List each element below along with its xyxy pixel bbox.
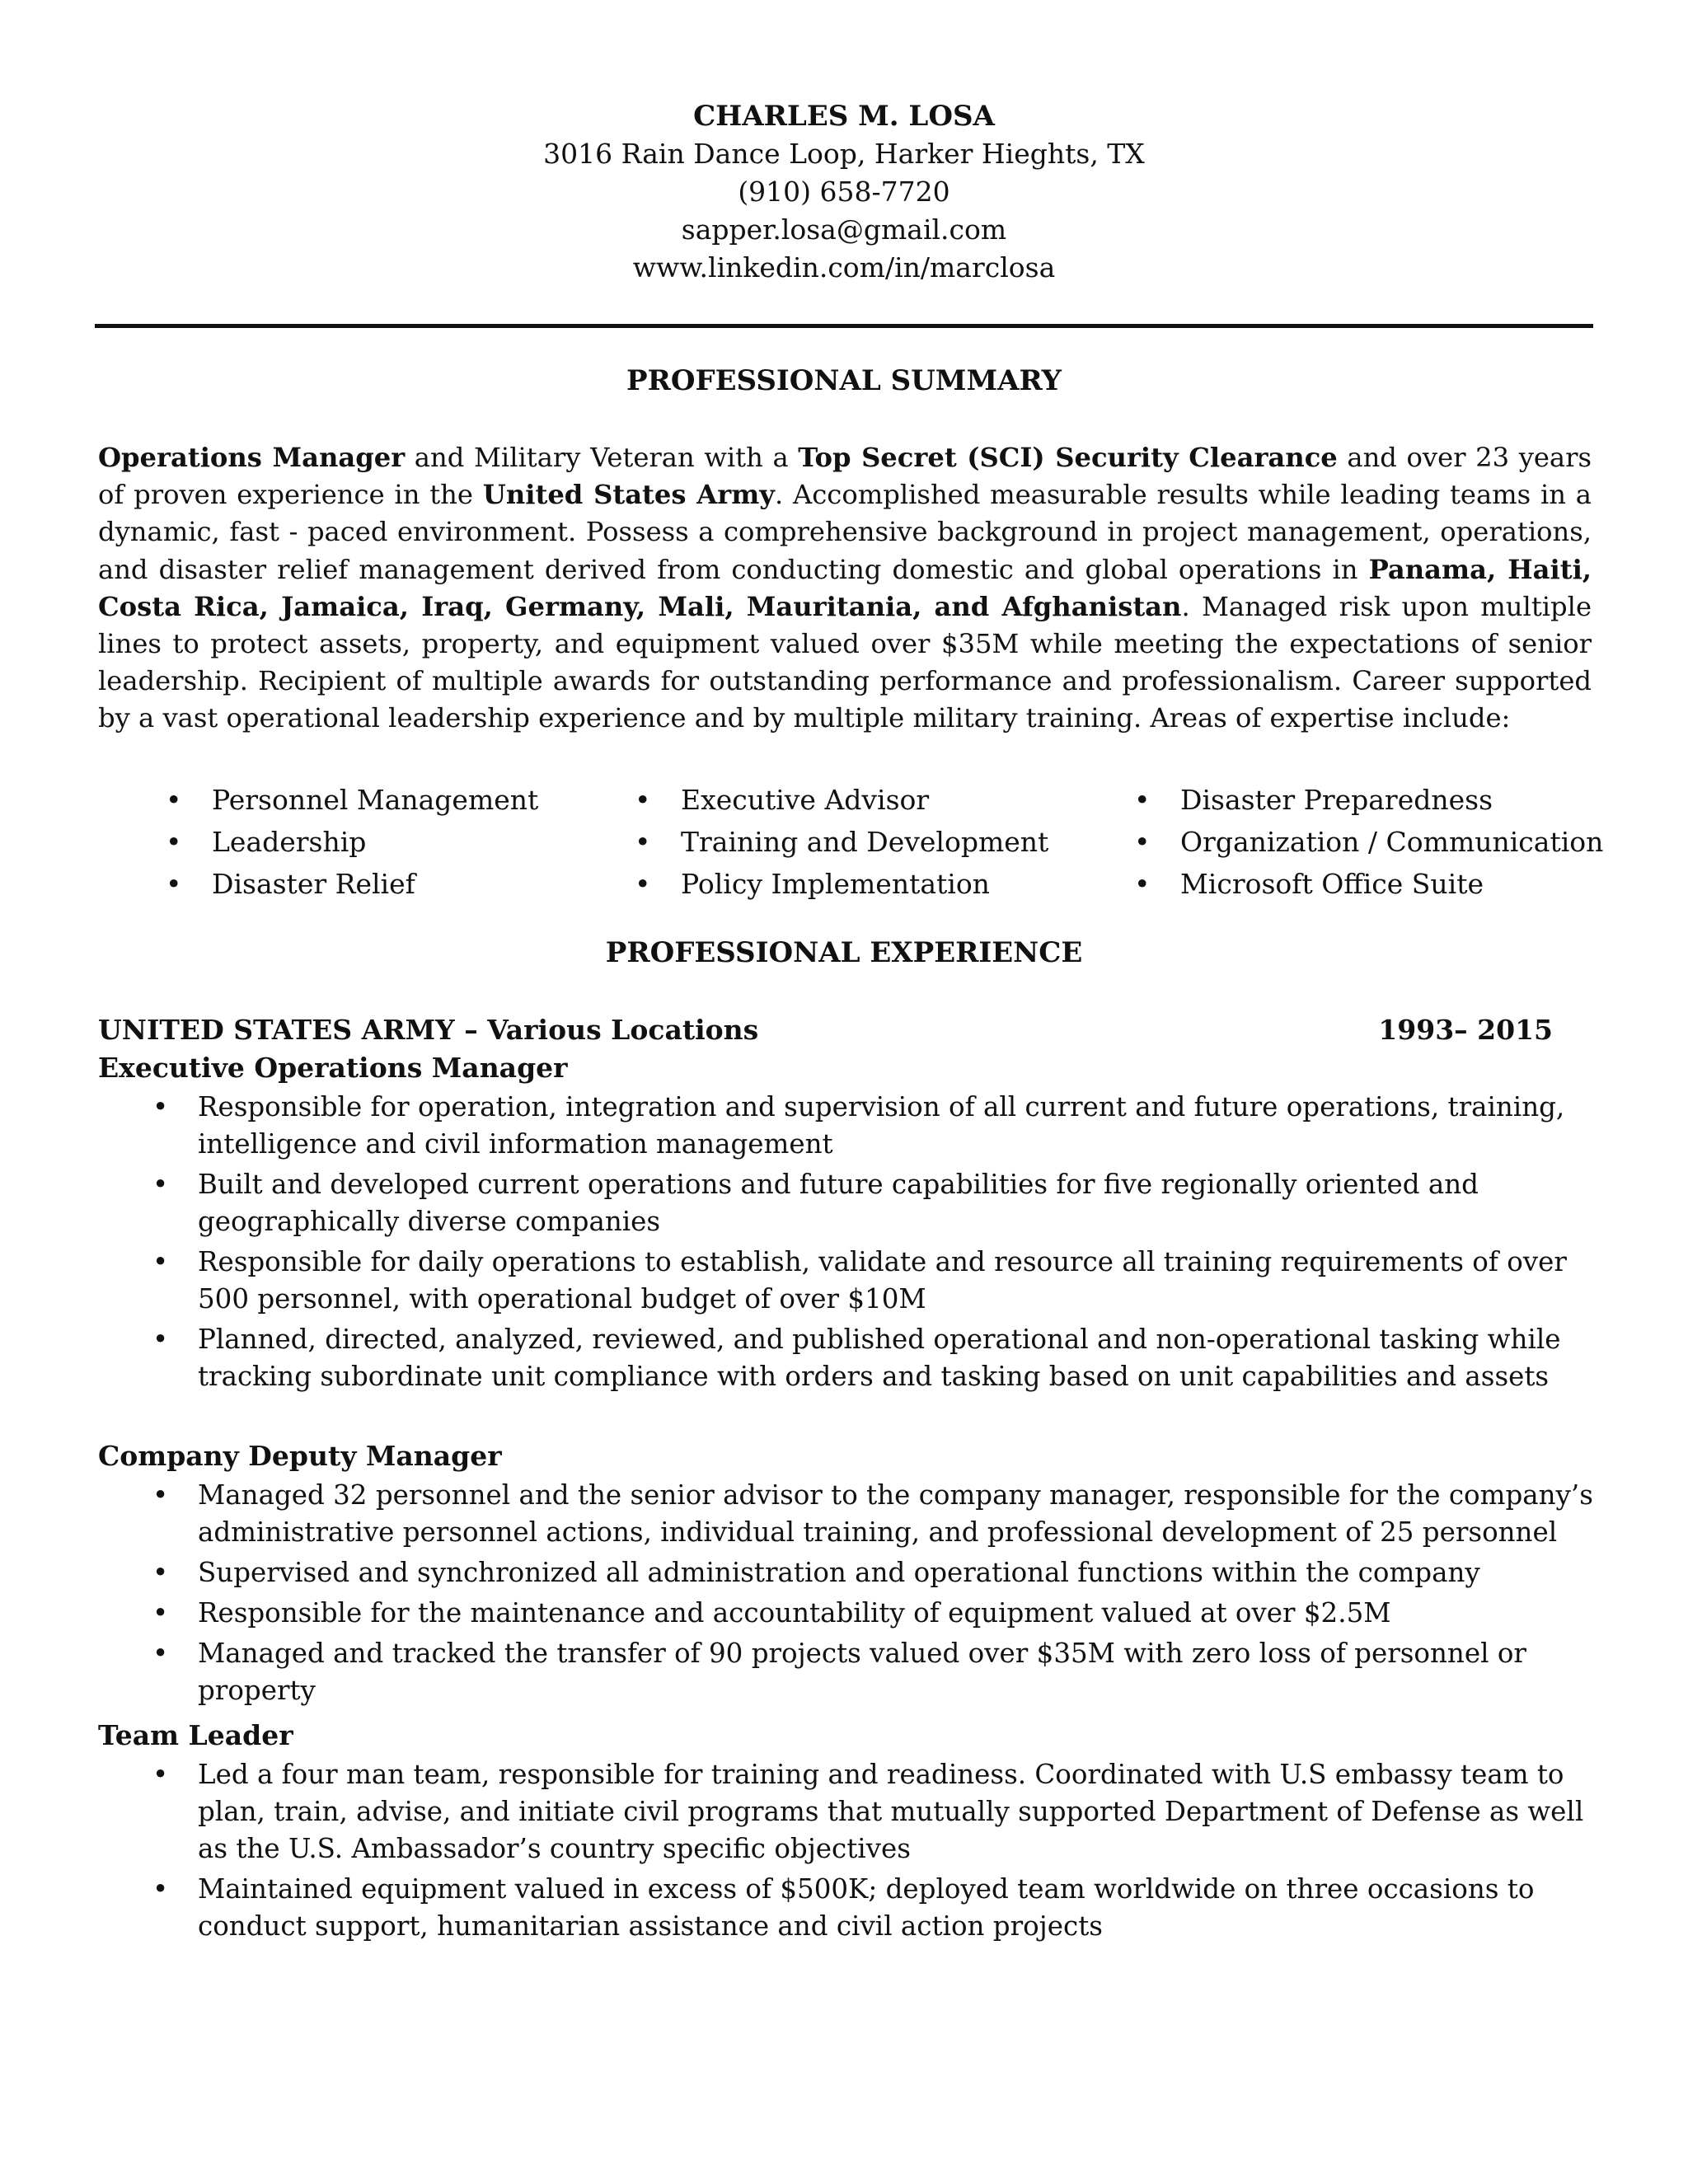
bullet-text: Planned, directed, analyzed, reviewed, and published operational and non-operational tasking while tracking subordinate unit compliance with orders and tasking based on unit capabilities and assets (198, 1324, 1561, 1392)
list-item (152, 1554, 1599, 1591)
skills-column (1134, 779, 1604, 905)
role-title: Company Deputy Manager (98, 1440, 502, 1472)
bullet-text: Maintained equipment valued in excess of $500K; deployed team worldwide on three occasions to conduct support, humanitarian assistance and civil action projects (198, 1873, 1535, 1942)
summary-segment: and Military Veteran with a (405, 442, 799, 473)
bullet-text: Built and developed current operations and future capabilities for five regionally oriented and geographically diverse companies (198, 1169, 1479, 1237)
skill-item (1134, 779, 1603, 821)
list-item (152, 1244, 1599, 1318)
skill-item (1134, 821, 1604, 863)
bullet-text: Managed 32 personnel and the senior advisor to the company manager, responsible for the company’s administrative personnel actions, individual training, and professional development of 25 personnel (198, 1479, 1593, 1548)
skills-column (635, 779, 1049, 905)
skill-item (1134, 863, 1603, 905)
bullet-icon: • (166, 868, 182, 900)
phone: (910) 658-7720 (738, 176, 950, 208)
list-item (152, 1756, 1599, 1868)
bullet-icon: • (1134, 868, 1151, 900)
employer-name: UNITED STATES ARMY – Various Locations (98, 1014, 759, 1046)
skill-label: Personnel Management (212, 784, 539, 816)
contact-header (0, 97, 1688, 287)
header-divider (95, 324, 1593, 328)
bullet-icon: • (166, 826, 182, 858)
list-item (152, 1595, 1599, 1632)
bullet-text: Responsible for daily operations to establish, validate and resource all training requirements of over 500 personnel, with operational budget of over $10M (198, 1246, 1567, 1315)
skill-label: Leadership (212, 826, 367, 858)
skill-label: Organization / Communication (1180, 826, 1604, 858)
bullet-text: Managed and tracked the transfer of 90 projects valued over $35M with zero loss of personnel or property (198, 1638, 1526, 1706)
employer-line (98, 1011, 1553, 1049)
summary-segment: Operations Manager (98, 442, 406, 473)
role-bullet-list (152, 1089, 1599, 1399)
summary-segment: United States Army (482, 479, 775, 511)
bullet-icon: • (152, 1169, 169, 1200)
skill-label: Microsoft Office Suite (1180, 868, 1484, 900)
bullet-icon: • (152, 1246, 169, 1277)
skill-label: Executive Advisor (681, 784, 930, 816)
list-item (152, 1635, 1599, 1709)
skill-label: Disaster Preparedness (1180, 784, 1493, 816)
list-item (152, 1477, 1599, 1551)
role-title: Team Leader (98, 1719, 293, 1751)
summary-segment: . Accomplished measurable results while leading teams in a dynamic, fast - paced environment. Possess a comprehensive background in project management, operations, and disaster relief management derived from conducting domestic and global operations in (98, 479, 1592, 585)
summary-heading: PROFESSIONAL SUMMARY (626, 364, 1062, 397)
bullet-text: Led a four man team, responsible for training and readiness. Coordinated with U.S embassy team to plan, train, advise, and initiate civil programs that mutually supported Department of Defense as well as the U.S. Ambassador’s country specific objectives (198, 1759, 1584, 1864)
skill-item (635, 863, 1048, 905)
email: sapper.losa@gmail.com (681, 213, 1007, 246)
skill-label: Disaster Relief (212, 868, 415, 900)
skill-item (166, 863, 538, 905)
bullet-icon: • (152, 1091, 169, 1122)
summary-segment: Panama, Haiti, Costa Rica, Jamaica, Iraq, Germany, Mali, Mauritania, and Afghanistan (98, 553, 1592, 622)
bullet-icon: • (152, 1557, 169, 1588)
list-item (152, 1166, 1599, 1240)
employment-dates: 1993– 2015 (1378, 1014, 1553, 1046)
role-bullet-list (152, 1756, 1599, 1948)
summary-segment: Top Secret (SCI) Security Clearance (798, 442, 1338, 473)
bullet-icon: • (152, 1324, 169, 1355)
bullet-icon: • (152, 1597, 169, 1629)
address: 3016 Rain Dance Loop, Harker Hieghts, TX (543, 138, 1145, 170)
bullet-icon: • (1134, 826, 1151, 858)
bullet-icon: • (152, 1873, 169, 1905)
bullet-icon: • (152, 1638, 169, 1669)
skill-item (635, 779, 1048, 821)
skill-label: Policy Implementation (681, 868, 990, 900)
candidate-name: CHARLES M. LOSA (693, 100, 995, 133)
bullet-icon: • (1134, 784, 1151, 816)
summary-segment: . Managed risk upon multiple lines to protect assets, property, and equipment valued over $35M while meeting the expectations of senior leadership. Recipient of multiple awards for outstanding performance and professionalism. Career supported by a vast operational leadership experience and by multiple military training. Areas of expertise include: (98, 590, 1592, 734)
bullet-icon: • (635, 826, 651, 858)
skills-list (0, 779, 1688, 911)
skill-label: Training and Development (681, 826, 1049, 858)
summary-segment: and over 23 years of proven experience in the (98, 442, 1592, 511)
list-item (152, 1871, 1599, 1945)
bullet-icon: • (635, 784, 651, 816)
bullet-text: Supervised and synchronized all administration and operational functions within the company (198, 1557, 1480, 1588)
skills-column (166, 779, 539, 905)
bullet-icon: • (152, 1759, 169, 1790)
skill-item (166, 779, 539, 821)
list-item (152, 1089, 1599, 1163)
experience-heading: PROFESSIONAL EXPERIENCE (605, 936, 1083, 969)
role-title: Executive Operations Manager (98, 1052, 568, 1084)
linkedin-url: www.linkedin.com/in/marclosa (632, 251, 1056, 284)
bullet-icon: • (166, 784, 182, 816)
role-bullet-list (152, 1477, 1599, 1713)
bullet-text: Responsible for the maintenance and accountability of equipment valued at over $2.5M (198, 1597, 1391, 1629)
skill-item (635, 821, 1049, 863)
list-item (152, 1321, 1599, 1395)
skill-item (166, 821, 538, 863)
bullet-icon: • (152, 1479, 169, 1511)
bullet-text: Responsible for operation, integration and supervision of all current and future operations, training, intelligence and civil information management (198, 1091, 1565, 1160)
bullet-icon: • (635, 868, 651, 900)
summary-paragraph (98, 439, 1592, 738)
